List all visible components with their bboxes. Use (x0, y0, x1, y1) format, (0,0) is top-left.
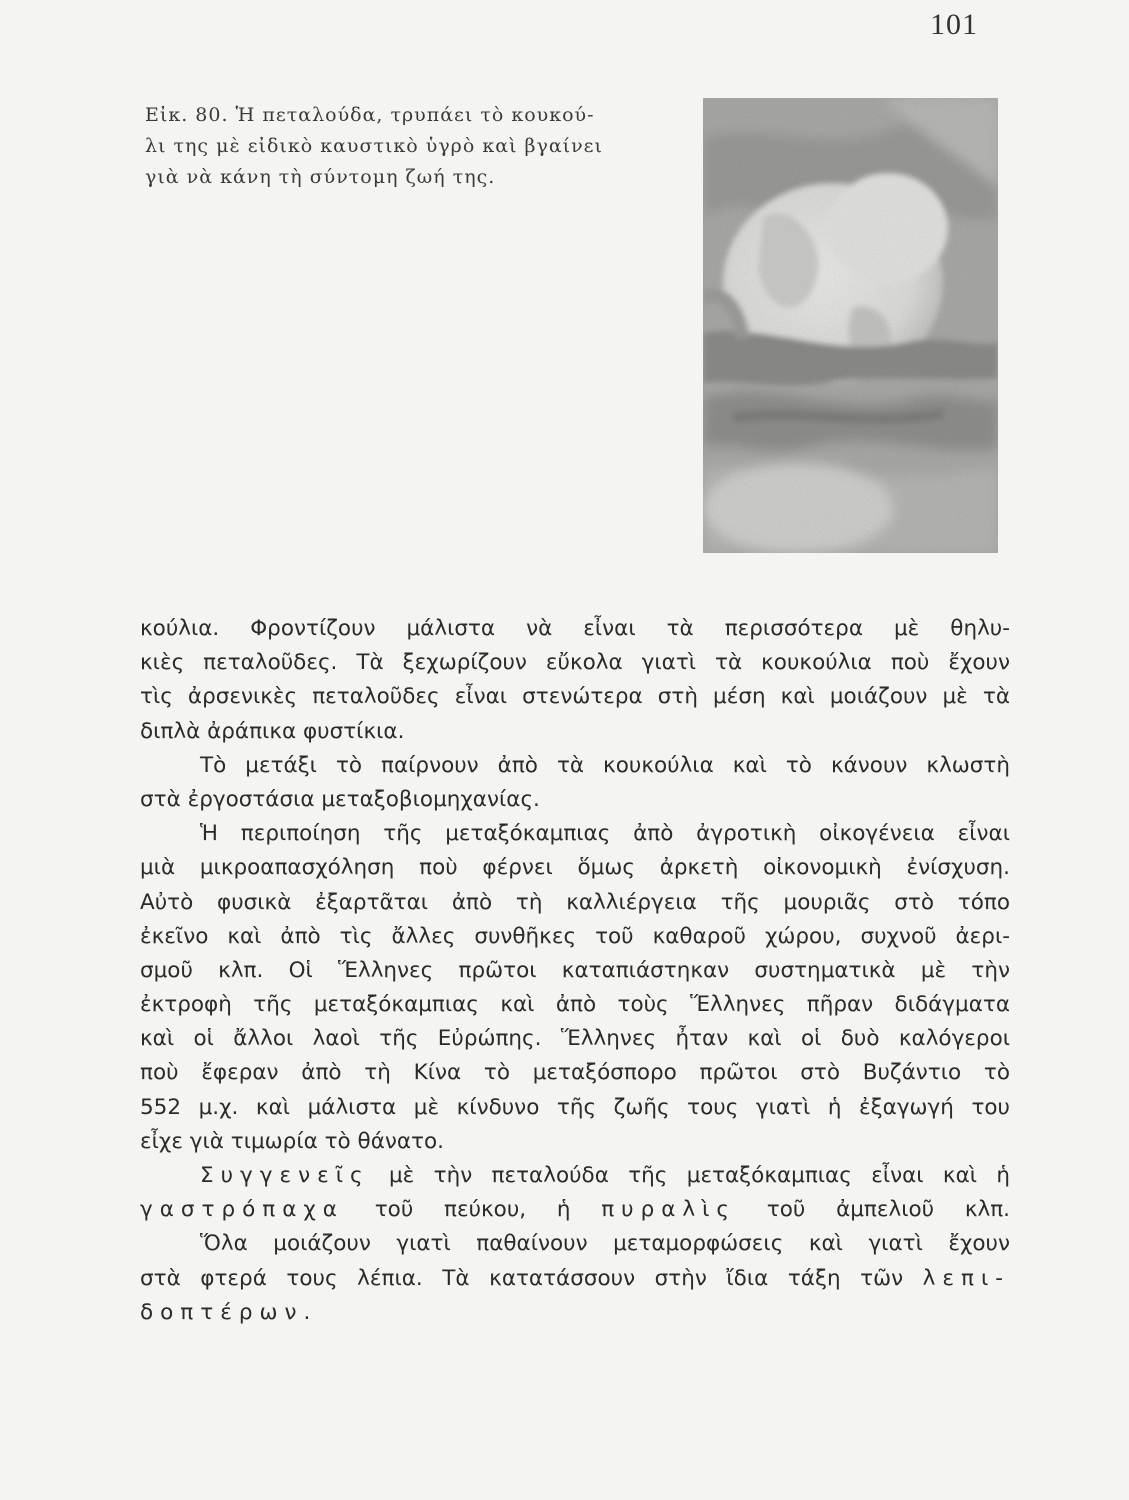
text-line: τὶς ἀρσενικὲς πεταλοῦδες εἶναι στενώτερα στὴ μέση καὶ μοιάζουν μὲ τὰ (140, 684, 1010, 710)
text-line: Ἡ περιποίηση τῆς μεταξόκαμπιας ἀπὸ ἀγροτικὴ οἰκογένεια εἶναι (200, 821, 1010, 847)
text-line-lepidoptera (140, 1296, 1010, 1330)
text-line: ἐκτροφὴ τῆς μεταξόκαμπιας καὶ ἀπὸ τοὺς Ἕλληνες πῆραν διδάγματα (140, 992, 1010, 1018)
text-line-lepidoptera (140, 1262, 1010, 1296)
term-lepidoptera-a: λεπι- (922, 1265, 1010, 1291)
page-number: 101 (930, 8, 978, 41)
text-segment: μὲ τὴν πεταλούδα τῆς μεταξόκαμπιας εἶναι καὶ ἡ (369, 1163, 1010, 1188)
text-line: Αὐτὸ φυσικὰ ἐξαρτᾶται ἀπὸ τὴ καλλιέργεια τῆς μουριᾶς στὸ τόπο (140, 889, 1010, 915)
text-segment: στὰ φτερά τους λέπια. Τὰ κατατάσσουν στὴν ἴδια τάξη τῶν (140, 1265, 923, 1291)
text-line-related-species (140, 1193, 1010, 1227)
caption-line: γιὰ νὰ κάνη τὴ σύντομη ζωή της. (145, 166, 496, 188)
text-line: στὰ ἐργοστάσια μεταξοβιομηχανίας. (140, 786, 540, 812)
text-line: κιὲς πεταλοῦδες. Τὰ ξεχωρίζουν εὔκολα γιατὶ τὰ κουκούλια ποὺ ἔχουν (140, 650, 1010, 676)
text-line: σμοῦ κλπ. Οἱ Ἕλληνες πρῶτοι καταπιάστηκαν συστηματικὰ μὲ τὴν (140, 957, 1010, 983)
term-lepidoptera-b: δοπτέρων. (140, 1299, 318, 1325)
text-line: καὶ οἱ ἄλλοι λαοὶ τῆς Εὐρώπης. Ἕλληνες ἦταν καὶ οἱ δυὸ καλόγεροι (140, 1026, 1010, 1052)
term-gastropacha: γαστρόπαχα (140, 1197, 344, 1223)
body-text (140, 612, 1020, 1330)
figure-caption (145, 100, 665, 193)
caption-line: λι της μὲ εἰδικὸ καυστικὸ ὑγρὸ καὶ βγαίνει (145, 135, 603, 157)
text-line: ἐκεῖνο καὶ ἀπὸ τὶς ἄλλες συνθῆκες τοῦ καθαροῦ χώρου, συχνοῦ ἀερι- (140, 923, 1010, 949)
photo-graphic (703, 98, 998, 553)
text-line: διπλὰ ἀράπικα φυστίκια. (140, 718, 405, 744)
text-line: 552 μ.χ. καὶ μάλιστα μὲ κίνδυνο τῆς ζωῆς τους γιατὶ ἡ ἐξαγωγή του (140, 1094, 1010, 1120)
text-line-related-species (140, 1159, 1010, 1193)
butterfly-cocoon-photo (703, 98, 998, 553)
text-segment: τοῦ πεύκου, ἡ (343, 1197, 602, 1223)
text-line: Ὅλα μοιάζουν γιατὶ παθαίνουν μεταμορφώσεις καὶ γιατὶ ἔχουν (200, 1231, 1010, 1257)
caption-line: Εἰκ. 80. Ἡ πεταλούδα, τρυπάει τὸ κουκού- (145, 104, 595, 126)
text-segment: τοῦ ἀμπελιοῦ κλπ. (736, 1197, 1010, 1223)
text-line: εἶχε γιὰ τιμωρία τὸ θάνατο. (140, 1128, 444, 1154)
term-syggeneis: Συγγενεῖς (200, 1163, 370, 1188)
text-line: ποὺ ἔφεραν ἀπὸ τὴ Κίνα τὸ μεταξόσπορο πρῶτοι στὸ Βυζάντιο τὸ (140, 1060, 1010, 1086)
text-line: μιὰ μικροαπασχόληση ποὺ φέρνει ὅμως ἀρκετὴ οἰκονομικὴ ἐνίσχυση. (140, 855, 1010, 881)
text-line: Τὸ μετάξι τὸ παίρνουν ἀπὸ τὰ κουκούλια καὶ τὸ κάνουν κλωστὴ (200, 752, 1010, 778)
text-line: κούλια. Φροντίζουν μάλιστα νὰ εἶναι τὰ περισσότερα μὲ θηλυ- (140, 616, 1010, 641)
term-pyralis: πυραλὶς (601, 1197, 737, 1223)
